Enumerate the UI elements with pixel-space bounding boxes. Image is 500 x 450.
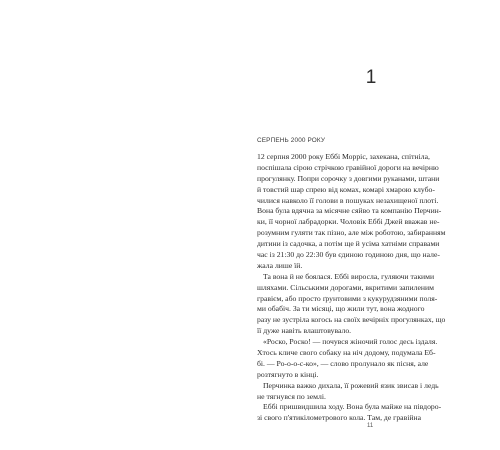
text-line: ки, її чорної лабрадорки. Чоловік Еббі Джей вважав не- — [257, 217, 440, 227]
text-line: поспішала сірою стрічкою гравійної дороги на вечірню — [257, 162, 439, 172]
text-line: розумним гуляти так пізно, але між роботою, забиранням — [257, 228, 446, 238]
text-line: розтягнуто в кінці. — [257, 369, 319, 379]
text-line: Хтось кличе свого собаку на ніч додому, подумала Еб- — [257, 348, 436, 358]
page-number: 11 — [367, 423, 374, 429]
section-heading: СЕРПЕНЬ 2000 РОКУ — [257, 137, 326, 144]
text-line: Та вона й не боялася. Еббі виросла, гуляючи такими — [263, 271, 435, 281]
text-line: й товстий шар спрею від комах, комарі хмарою клубо- — [257, 184, 435, 194]
text-line: «Роско, Роско! — почувся жіночий голос десь іздаля. — [263, 337, 438, 347]
text-line: Еббі пришвидшила ходу. Вона була майже на півдоро- — [263, 402, 442, 412]
text-line: шляхами. Сільськими дорогами, вкритими запиленим — [257, 282, 434, 292]
chapter-number: 1 — [365, 67, 377, 88]
text-line: Вона була вдячна за місячне сяйво та компанію Перчин- — [257, 206, 442, 216]
text-line: не тягнувся по землі. — [257, 391, 326, 401]
text-line: зі свого п'ятикілометрового кола. Там, де гравійна — [257, 413, 421, 423]
text-line: дитини із садочка, а потім ще й усіма хатніми справами — [257, 239, 440, 249]
text-line: час із 21:30 до 22:30 був єдиною годиною дня, що нале- — [257, 250, 440, 260]
text-line: прогулянку. Попри сорочку з довгими руканами, штани — [257, 173, 440, 183]
text-line: ми обабіч. За ти місяці, що жили тут, вона жодного — [257, 304, 425, 314]
body-text — [257, 152, 492, 424]
text-line: бі. — Ро-о-о-с-ко», — слово пролунало як пісня, але — [257, 358, 429, 368]
text-line: її дуже навіть влаштовувало. — [257, 326, 352, 336]
text-line: 12 серпня 2000 року Еббі Морріс, захекана, спітніла, — [257, 152, 430, 161]
text-line: гравієм, або просто ґрунтовими з кукурудзяними поля- — [257, 293, 438, 303]
text-line: Перчинка важко дихала, її рожевий язик звисав і ледь — [263, 380, 439, 390]
text-line: разу не зустріла когось на своїх вечірніх прогулянках, що — [257, 315, 446, 325]
text-line: жала лише їй. — [257, 260, 303, 270]
text-line: чилися навколо її голови в пошуках незахищеної плоті. — [257, 195, 439, 205]
